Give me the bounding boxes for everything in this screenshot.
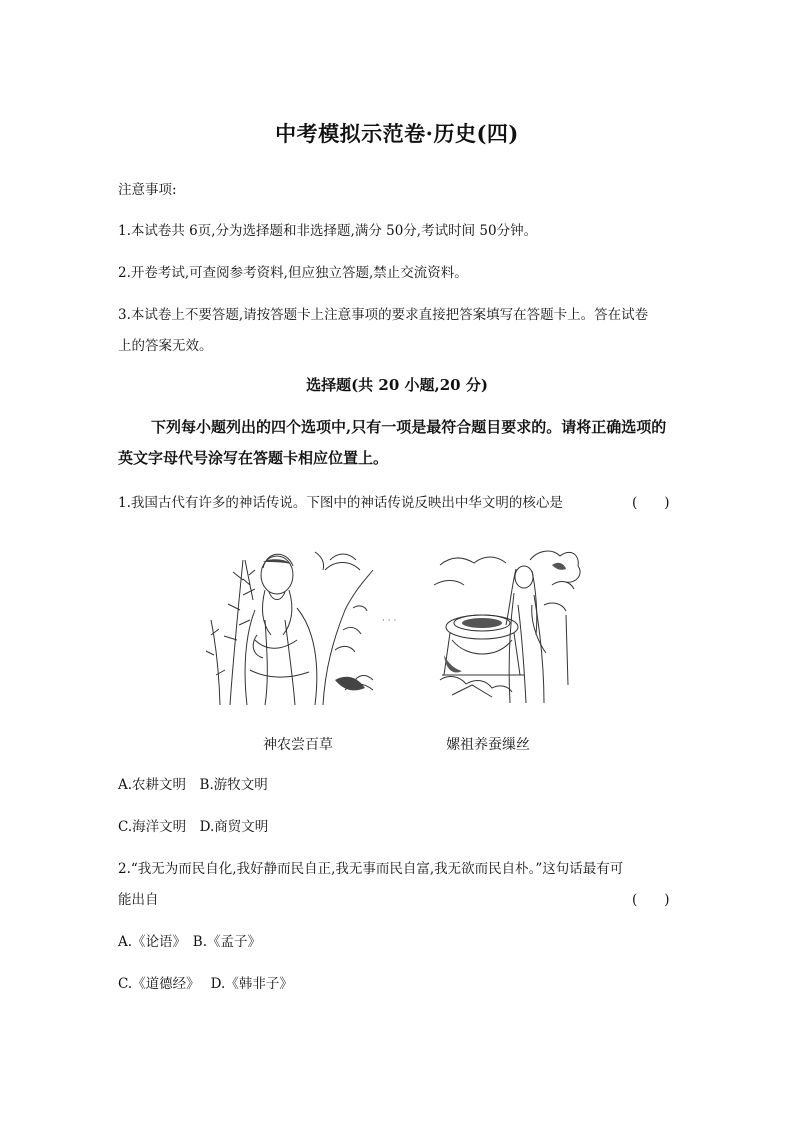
- notice-item-3-line-1: 3.本试卷上不要答题,请按答题卡上注意事项的要求直接把答案填写在答题卡上。答在试卷: [118, 307, 649, 323]
- q2-options-ab: A.《论语》 B.《孟子》: [118, 934, 262, 950]
- notice-heading: 注意事项:: [118, 182, 177, 198]
- notice-item-2: 2.开卷考试,可查阅参考资料,但应独立答题,禁止交流资料。: [118, 265, 468, 281]
- image-separator-dots: · · ·: [382, 616, 397, 626]
- q1-options-ab: A.农耕文明 B.游牧文明: [118, 777, 268, 793]
- q2-options-cd: C.《道德经》 D.《韩非子》: [118, 976, 293, 992]
- section-instruction: 下列每小题列出的四个选项中,只有一项是最符合题目要求的。请将正确选项的英文字母代号涂写在答题卡相应位置上。: [118, 418, 667, 467]
- q2-answer-paren: ( ): [632, 892, 670, 908]
- q2-stem-line-1: 2.“我无为而民自化,我好静而民自正,我无事而民自富,我无欲而民自朴。”这句话最有可: [118, 861, 624, 877]
- q1-stem: 1.我国古代有许多的神话传说。下图中的神话传说反映出中华文明的核心是: [118, 495, 563, 511]
- shennong-illustration: [205, 540, 377, 706]
- section-heading: 选择题(共 20 小题,20 分): [306, 376, 488, 394]
- q1-answer-paren: ( ): [632, 495, 670, 511]
- q2-stem-line-2: 能出自: [118, 892, 159, 908]
- q1-options-cd: C.海洋文明 D.商贸文明: [118, 819, 269, 835]
- notice-item-3-line-2: 上的答案无效。: [118, 338, 213, 354]
- notice-item-1: 1.本试卷共 6页,分为选择题和非选择题,满分 50分,考试时间 50分钟。: [118, 223, 538, 239]
- caption-leizu: 嫘祖养蚕缫丝: [446, 737, 530, 753]
- page-title: 中考模拟示范卷·历史(四): [275, 121, 519, 146]
- leizu-illustration: [432, 535, 582, 707]
- caption-shennong: 神农尝百草: [263, 737, 333, 753]
